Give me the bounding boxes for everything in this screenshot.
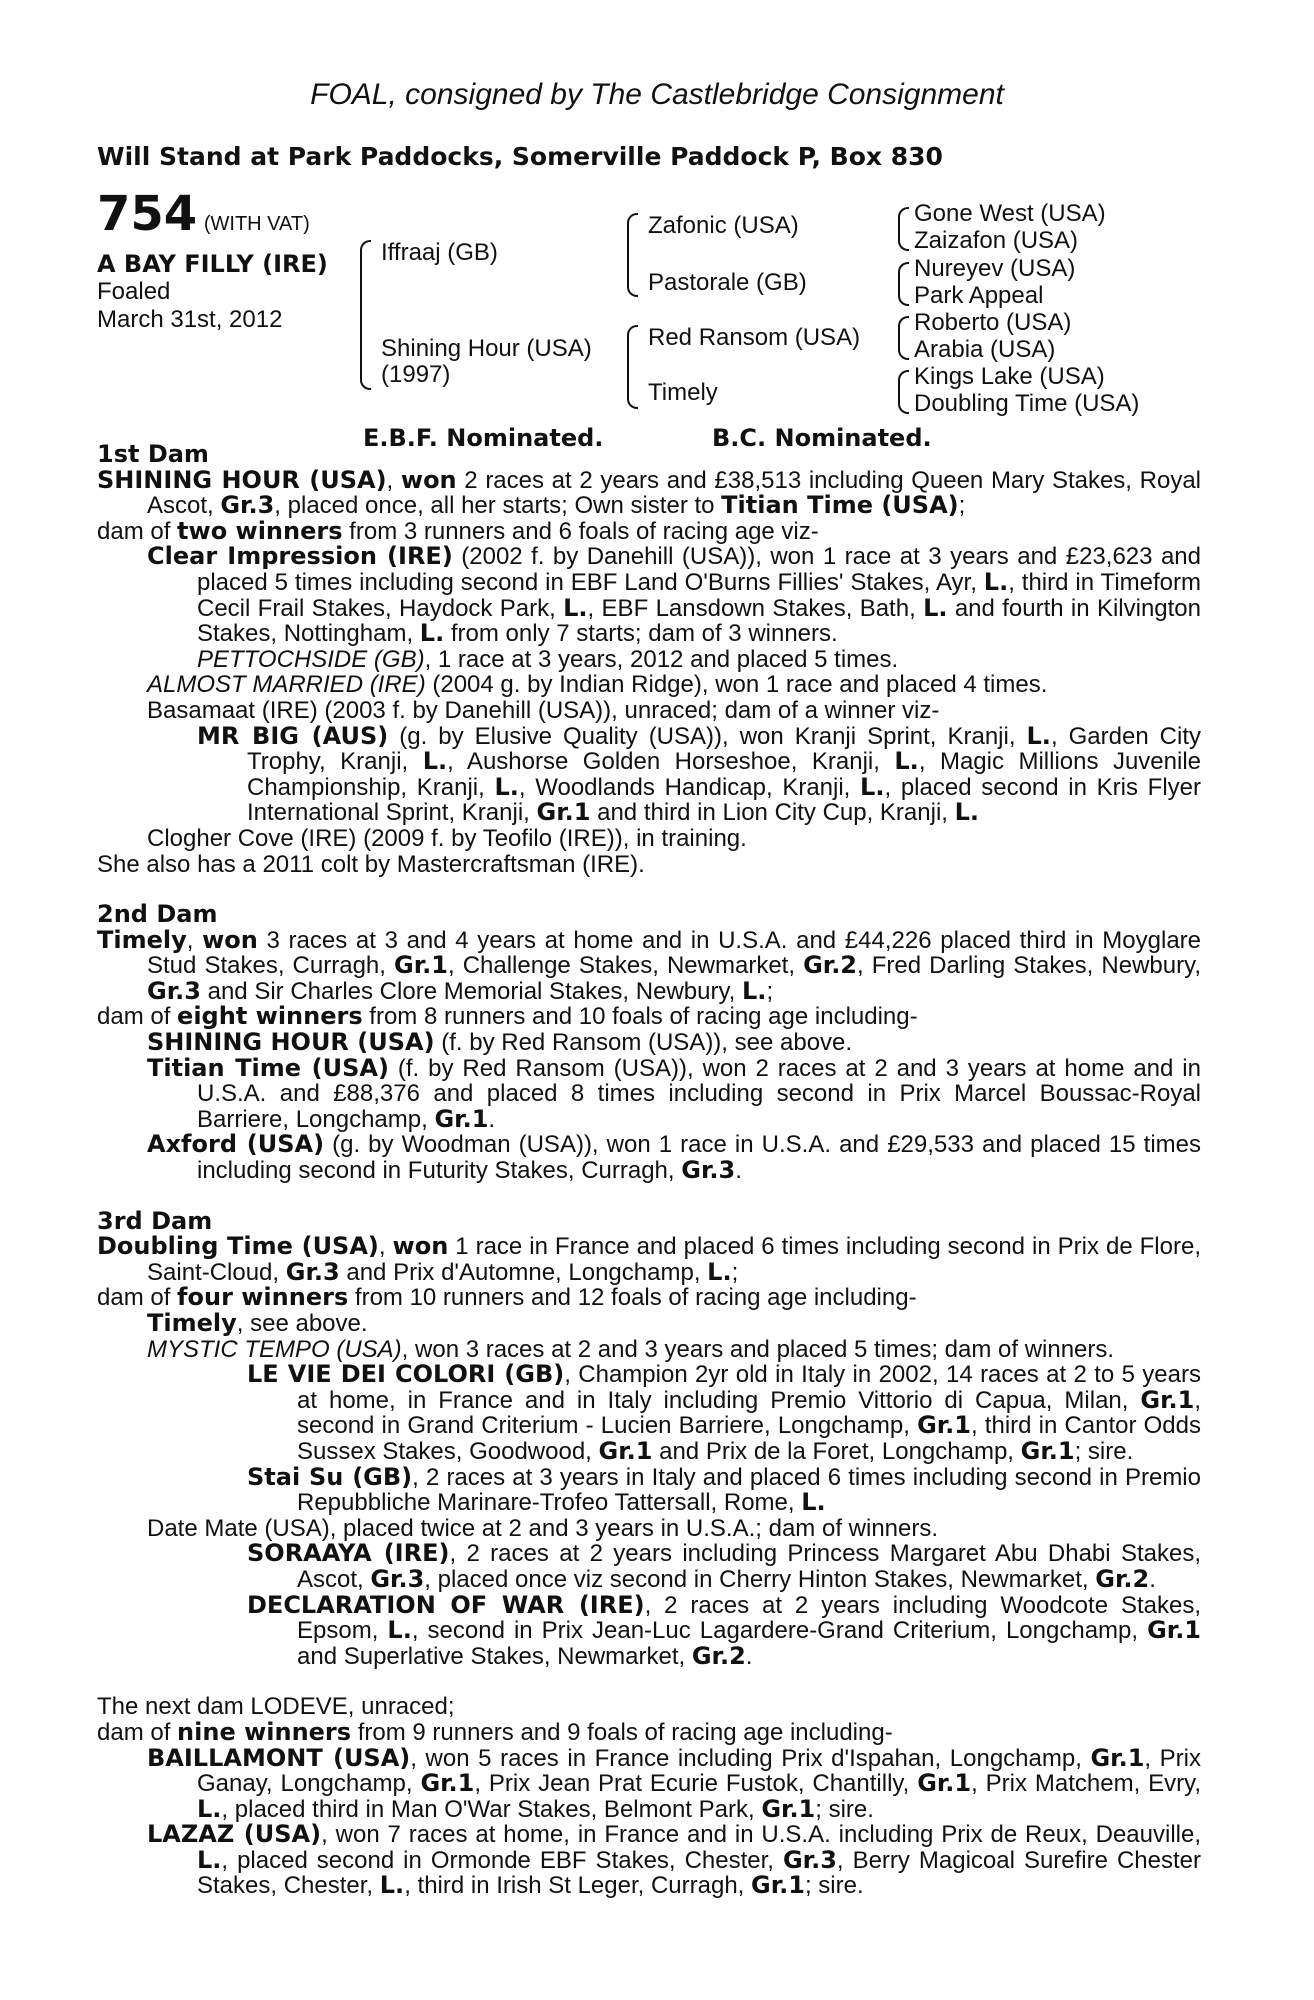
third-dam-produce-summary: dam of four winners from 10 runners and 12 foals of racing age including- [97,1283,917,1312]
ebf-nomination: E.B.F. Nominated. [363,424,604,452]
lot-name: A BAY FILLY (IRE) [97,250,328,278]
produce-note: She also has a 2011 colt by Mastercraftsman (IRE). [97,850,645,878]
produce-entry: Timely, see above. [147,1309,368,1337]
brace-dam-parents [627,325,638,409]
produce-entry: DECLARATION OF WAR (IRE), 2 races at 2 years including Woodcote Stakes, Epsom, L., second in Prix Jean-Luc Lagardere-Grand Criterium, Longchamp, Gr.1 and Superlative Stakes, Newmarket, Gr.2. [247,1590,1202,1670]
produce-entry: Stai Su (GB), 2 races at 3 years in Italy and placed 6 times including second in Premio Repubbliche Marinare-Trofeo Tattersall, Rome, L. [247,1462,1201,1517]
foaled-date: March 31st, 2012 [97,306,283,333]
foaled-label: Foaled [97,278,171,305]
third-dam-record: Doubling Time (USA), won 1 race in France and placed 6 times including second in Prix de Flore, Saint-Cloud, Gr.3 and Prix d'Automne, Longchamp, L.; [97,1232,1201,1286]
granddam-3: Arabia (USA) [914,336,1056,363]
produce-entry: MYSTIC TEMPO (USA), won 3 races at 2 and 3 years and placed 5 times; dam of winners. [147,1335,1115,1363]
second-dam-heading: 2nd Dam [97,900,218,929]
produce-entry: MR BIG (AUS) (g. by Elusive Quality (USA)), won Kranji Sprint, Kranji, L., Garden City Trophy, Kranji, L., Aushorse Golden Horseshoe, Kranji, L., Magic Millions Juvenile Championship, Kranji, L., Woodlands Handicap, Kranji, L., placed second in Kris Flyer International Sprint, Kranji, Gr.1 and third in Lion City Cup, Kranji, L. [197,721,1202,827]
grandsire-4: Kings Lake (USA) [914,363,1105,390]
dam: Shining Hour (USA) [381,335,592,362]
produce-entry: Basamaat (IRE) (2003 f. by Danehill (USA)), unraced; dam of a winner viz- [147,696,940,724]
produce-entry: PETTOCHSIDE (GB), 1 race at 3 years, 2012 and placed 5 times. [197,645,899,673]
brace-g2 [898,262,909,306]
grandsire-3: Roberto (USA) [914,309,1072,336]
catalogue-body [97,442,1201,1899]
page-header: FOAL, consigned by The Castlebridge Consignment [310,78,1004,111]
brace-sire-dam [360,240,371,390]
produce-entry: LAZAZ (USA), won 7 races at home, in France and in U.S.A. including Prix de Reux, Deauville, L., placed second in Ormonde EBF Stakes, Chester, Gr.3, Berry Magicoal Surefire Chester Stakes, Chester, L., third in Irish St Leger, Curragh, Gr.1; sire. [147,1820,1202,1900]
produce-entry: ALMOST MARRIED (IRE) (2004 g. by Indian Ridge), won 1 race and placed 4 times. [147,671,1048,699]
next-dam-line: The next dam LODEVE, unraced; [97,1693,455,1721]
sire-dam: Pastorale (GB) [648,269,807,296]
sire-sire: Zafonic (USA) [648,212,799,239]
dam-dam: Timely [648,379,718,406]
granddam-2: Park Appeal [914,282,1044,309]
grandsire-2: Nureyev (USA) [914,255,1076,282]
grandsire-1: Gone West (USA) [914,200,1106,227]
brace-g4 [898,370,909,414]
produce-entry: LE VIE DEI COLORI (GB), Champion 2yr old in Italy in 2002, 14 races at 2 to 5 years at home, in France and in Italy including Premio Vittorio di Capua, Milan, Gr.1, second in Grand Criterium - Lucien Barriere, Longchamp, Gr.1, third in Cantor Odds Sussex Stakes, Goodwood, Gr.1 and Prix de la Foret, Longchamp, Gr.1; sire. [247,1360,1201,1465]
brace-g1 [898,207,909,251]
stand-location: Will Stand at Park Paddocks, Somerville Paddock P, Box 830 [97,142,943,171]
produce-entry: Clear Impression (IRE) (2002 f. by Danehill (USA)), won 1 race at 3 years and £23,623 and placed 5 times including second in EBF Land O'Burns Fillies' Stakes, Ayr, L., third in Timeform Cecil Frail Stakes, Haydock Park, L., EBF Lansdown Stakes, Bath, L. and fourth in Kilvington Stakes, Nottingham, L. from only 7 starts; dam of 3 winners. [147,542,1202,648]
dam-sire: Red Ransom (USA) [648,324,861,351]
brace-sire-parents [627,213,638,297]
produce-entry: SORAAYA (IRE), 2 races at 2 years including Princess Margaret Abu Dhabi Stakes, Ascot, Gr.3, placed once viz second in Cherry Hinton Stakes, Newmarket, Gr.2. [247,1539,1201,1593]
brace-g3 [898,316,909,360]
granddam-1: Zaizafon (USA) [914,227,1079,254]
third-dam-heading: 3rd Dam [97,1206,213,1235]
produce-entry: Axford (USA) (g. by Woodman (USA)), won 1 race in U.S.A. and £29,533 and placed 15 times including second in Futurity Stakes, Curragh, Gr.3. [147,1130,1202,1185]
vat-note: (WITH VAT) [203,213,310,235]
next-dam-produce-summary: dam of nine winners from 9 runners and 9 foals of racing age including- [97,1717,893,1746]
first-dam-produce-summary: dam of two winners from 3 runners and 6 foals of racing age viz- [97,516,819,545]
dam-year: (1997) [381,361,451,388]
bc-nomination: B.C. Nominated. [712,424,932,452]
produce-entry: Titian Time (USA) (f. by Red Ransom (USA)), won 2 races at 2 and 3 years at home and in U.S.A. and £88,376 and placed 8 times including second in Prix Marcel Boussac-Royal Barriere, Longchamp, Gr.1. [147,1053,1201,1133]
second-dam-record: Timely, won 3 races at 3 and 4 years at home and in U.S.A. and £44,226 placed third in Moyglare Stud Stakes, Curragh, Gr.1, Challenge Stakes, Newmarket, Gr.2, Fred Darling Stakes, Newbury, Gr.3 and Sir Charles Clore Memorial Stakes, Newbury, L.; [97,925,1202,1005]
produce-entry: SHINING HOUR (USA) (f. by Red Ransom (USA)), see above. [147,1028,853,1057]
lot-info [97,186,328,334]
produce-entry: Date Mate (USA), placed twice at 2 and 3 years in U.S.A.; dam of winners. [147,1514,939,1542]
second-dam-produce-summary: dam of eight winners from 8 runners and 10 foals of racing age including- [97,1002,918,1031]
produce-entry: BAILLAMONT (USA), won 5 races in France including Prix d'Ispahan, Longchamp, Gr.1, Prix Ganay, Longchamp, Gr.1, Prix Jean Prat Ecurie Fustok, Chantilly, Gr.1, Prix Matchem, Evry, L., placed third in Man O'War Stakes, Belmont Park, Gr.1; sire. [147,1743,1201,1823]
sire: Iffraaj (GB) [381,239,498,266]
produce-entry: Clogher Cove (IRE) (2009 f. by Teofilo (IRE)), in training. [147,824,747,852]
first-dam-heading: 1st Dam [97,440,209,468]
granddam-4: Doubling Time (USA) [914,390,1140,417]
first-dam-record: SHINING HOUR (USA), won 2 races at 2 years and £38,513 including Queen Mary Stakes, Royal Ascot, Gr.3, placed once, all her starts; Own sister to Titian Time (USA); [97,465,1201,520]
lot-number: 754 [97,186,198,242]
